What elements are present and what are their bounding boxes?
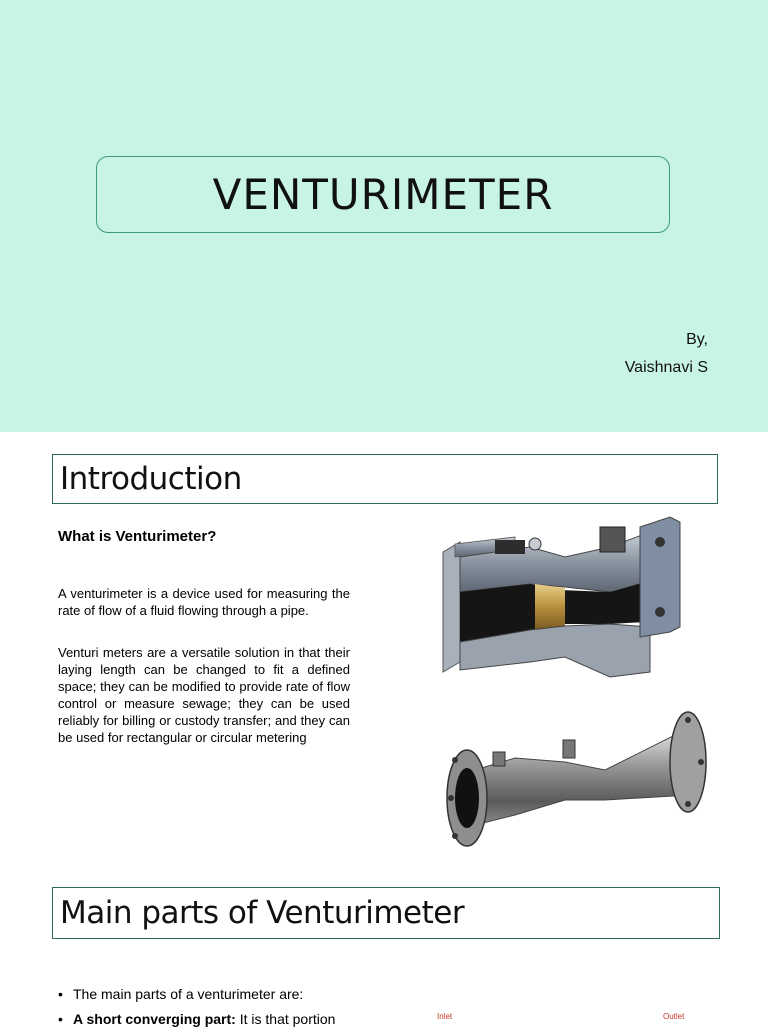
venturimeter-full-image <box>445 700 710 850</box>
author-name: Vaishnavi S <box>624 359 708 376</box>
inlet-label: Inlet <box>437 1012 453 1021</box>
title-slide <box>0 0 768 432</box>
slide-title: VENTURIMETER <box>212 170 554 219</box>
bullet-text: It is that portion <box>235 1011 336 1027</box>
introduction-slide <box>0 432 768 864</box>
bullet-item <box>58 1007 358 1032</box>
main-parts-slide <box>0 864 768 1027</box>
by-label: By, <box>686 331 708 348</box>
parts-bullet-list <box>58 982 358 1032</box>
intro-paragraph-1: A venturimeter is a device used for measuring the rate of flow of a fluid flowing through a pipe. <box>58 586 350 618</box>
byline <box>625 326 708 382</box>
outlet-label: Outlet <box>663 1012 685 1021</box>
bullet-bold-term: A short converging part: <box>73 1011 236 1027</box>
introduction-heading: Introduction <box>52 454 718 504</box>
intro-paragraph-2: Venturi meters are a versatile solution in that their laying length can be changed to fit a defined space; they can be modified to provide rate of flow control or measure sewage; they can be used reliably for billing or custody transfer; and they can be used for rectangular or circular metering <box>58 645 350 745</box>
main-parts-heading: Main parts of Venturimeter <box>52 887 720 939</box>
title-box <box>96 156 670 233</box>
bullet-item: • The main parts of a venturimeter are: <box>58 982 358 1007</box>
venturimeter-cutaway-image <box>435 512 685 680</box>
question-subheading: What is Venturimeter? <box>58 528 217 545</box>
